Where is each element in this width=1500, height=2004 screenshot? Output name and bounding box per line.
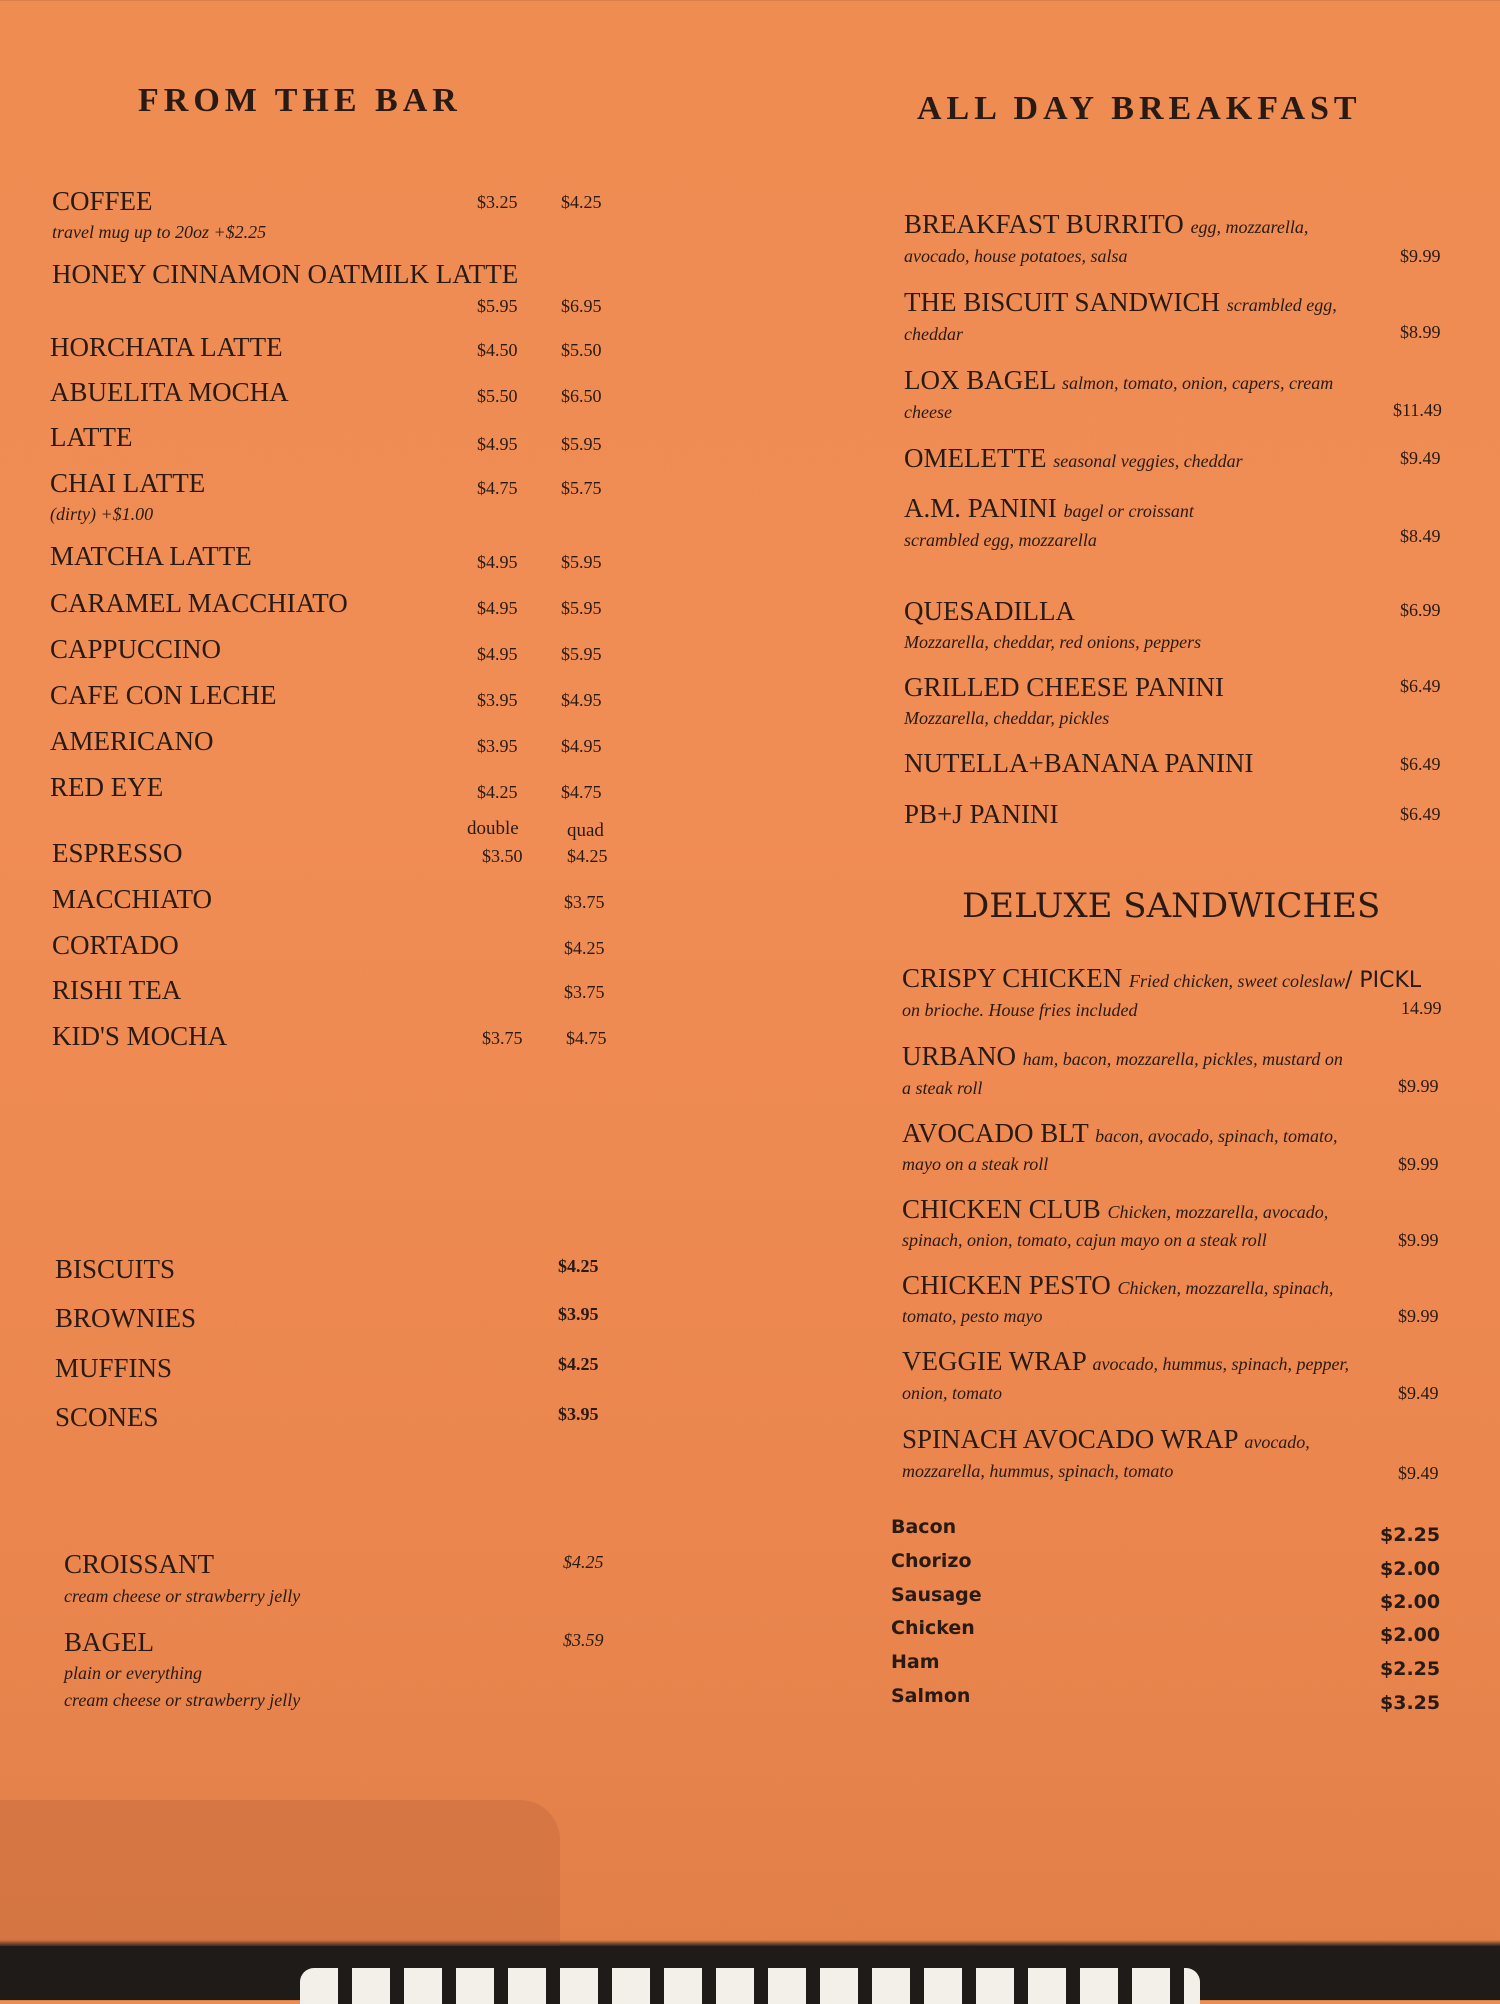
- deluxe-item-desc: avocado, hummus, spinach, pepper,: [1092, 1354, 1349, 1374]
- breakfast-item-burrito: BREAKFAST BURRITO: [904, 209, 1184, 239]
- quad-label: quad: [567, 820, 604, 841]
- breakfast-item-lox-bagel: LOX BAGEL: [904, 365, 1056, 395]
- breakfast-item-desc: bagel or croissant: [1063, 501, 1194, 521]
- bar-price-large: $5.75: [561, 478, 602, 498]
- addon-price: $2.00: [1380, 1624, 1441, 1646]
- deluxe-price: $9.99: [1398, 1154, 1439, 1174]
- addon-price: $2.25: [1380, 1658, 1441, 1680]
- bar-price-large: $4.95: [561, 690, 602, 710]
- breakfast-item-desc-2: avocado, house potatoes, salsa: [904, 246, 1128, 266]
- breakfast-item-desc-2: Mozzarella, cheddar, red onions, peppers: [904, 632, 1202, 652]
- deluxe-item-desc: ham, bacon, mozzarella, pickles, mustard on: [1022, 1049, 1343, 1069]
- deluxe-item-desc: bacon, avocado, spinach, tomato,: [1095, 1126, 1338, 1146]
- bar-price-small: $4.95: [477, 644, 518, 664]
- bar-price-large: $4.25: [567, 846, 608, 866]
- bar-price-small: $3.75: [482, 1028, 523, 1048]
- bar-item-rishi-tea: RISHI TEA: [52, 975, 182, 1005]
- deluxe-item-desc-2: spinach, onion, tomato, cajun mayo on a steak roll: [902, 1230, 1267, 1250]
- breakfast-item-desc: egg, mozzarella,: [1190, 217, 1309, 237]
- deluxe-price: $9.99: [1398, 1306, 1439, 1326]
- deluxe-item-chicken-club: CHICKEN CLUB: [902, 1194, 1101, 1224]
- bread-price: $4.25: [563, 1552, 604, 1572]
- background-object: [300, 1968, 1200, 2004]
- bar-item-macchiato: MACCHIATO: [52, 884, 213, 914]
- bar-item-coffee-note: travel mug up to 20oz +$2.25: [52, 222, 267, 242]
- bar-price-small: $4.95: [477, 598, 518, 618]
- breakfast-item-biscuit-sandwich: THE BISCUIT SANDWICH: [904, 287, 1220, 317]
- breakfast-item-nutella: NUTELLA+BANANA PANINI: [904, 748, 1254, 778]
- bar-price-large: $6.95: [561, 296, 602, 316]
- deluxe-item-desc-2: onion, tomato: [902, 1383, 1003, 1403]
- bread-item-bagel-note-2: cream cheese or strawberry jelly: [64, 1690, 301, 1710]
- deluxe-item-spinach-avocado-wrap: SPINACH AVOCADO WRAP: [902, 1424, 1238, 1454]
- breakfast-item-desc: seasonal veggies, cheddar: [1053, 451, 1243, 471]
- breakfast-price: $11.49: [1393, 400, 1442, 420]
- bread-item-croissant: CROISSANT: [64, 1549, 215, 1579]
- breakfast-price: $8.49: [1400, 526, 1441, 546]
- bar-price-large: $5.95: [561, 434, 602, 454]
- deluxe-item-desc: avocado,: [1244, 1432, 1310, 1452]
- deluxe-price: $9.49: [1398, 1383, 1439, 1403]
- bakery-item-brownies: BROWNIES: [55, 1303, 196, 1333]
- bar-price-large: $4.75: [566, 1028, 607, 1048]
- bar-item-cortado: CORTADO: [52, 930, 179, 960]
- deluxe-item-desc: Chicken, mozzarella, avocado,: [1107, 1202, 1329, 1222]
- breakfast-item-desc: scrambled egg,: [1226, 295, 1337, 315]
- deluxe-item-desc: Fried chicken, sweet coleslaw: [1129, 971, 1345, 991]
- bar-item-cappuccino: CAPPUCCINO: [50, 634, 222, 664]
- table-surface: [0, 1946, 1500, 2000]
- addon-item: Chorizo: [891, 1550, 972, 1572]
- deluxe-price: 14.99: [1401, 998, 1442, 1018]
- deluxe-section-title: DELUXE SANDWICHES: [962, 886, 1381, 926]
- bar-price-small: $3.50: [482, 846, 523, 866]
- addon-item: Salmon: [891, 1685, 971, 1707]
- bar-price-small: $4.25: [477, 782, 518, 802]
- bar-price-small: $4.95: [477, 552, 518, 572]
- bar-item-horchata: HORCHATA LATTE: [50, 332, 283, 362]
- deluxe-item-desc-2: mozzarella, hummus, spinach, tomato: [902, 1461, 1174, 1481]
- breakfast-section-title: ALL DAY BREAKFAST: [917, 90, 1362, 127]
- bar-item-chai: CHAI LATTE: [50, 468, 206, 498]
- bakery-item-scones: SCONES: [55, 1402, 159, 1432]
- breakfast-price: $9.99: [1400, 246, 1441, 266]
- bar-item-coffee: COFFEE: [52, 186, 153, 216]
- bar-price-small: $3.95: [477, 690, 518, 710]
- deluxe-item-chicken-pesto: CHICKEN PESTO: [902, 1270, 1111, 1300]
- breakfast-item-desc-2: cheddar: [904, 324, 963, 344]
- breakfast-item-desc: salmon, tomato, onion, capers, cream: [1061, 373, 1334, 393]
- bar-item-red-eye: RED EYE: [50, 772, 164, 802]
- bar-price-small: $4.95: [477, 434, 518, 454]
- bar-item-americano: AMERICANO: [50, 726, 214, 756]
- bar-price-small: $3.25: [477, 192, 518, 212]
- deluxe-item-desc-2: a steak roll: [902, 1078, 983, 1098]
- bakery-price: $4.25: [558, 1354, 599, 1374]
- addon-item: Ham: [891, 1651, 940, 1673]
- bar-price-small: $3.95: [477, 736, 518, 756]
- breakfast-price: $9.49: [1400, 448, 1441, 468]
- bakery-price: $4.25: [558, 1256, 599, 1276]
- bar-price-large: $4.25: [564, 938, 605, 958]
- bar-item-honey-latte: HONEY CINNAMON OATMILK LATTE: [52, 259, 519, 289]
- deluxe-price: $9.49: [1398, 1463, 1439, 1483]
- bar-price-small: $5.50: [477, 386, 518, 406]
- addon-item: Chicken: [891, 1617, 975, 1639]
- addon-price: $3.25: [1380, 1692, 1441, 1714]
- deluxe-item-urbano: URBANO: [902, 1041, 1017, 1071]
- breakfast-price: $6.49: [1400, 804, 1441, 824]
- bar-price-large: $4.95: [561, 736, 602, 756]
- deluxe-item-desc-2: on brioche. House fries included: [902, 1000, 1138, 1020]
- breakfast-item-am-panini: A.M. PANINI: [904, 493, 1057, 523]
- breakfast-item-pbj: PB+J PANINI: [904, 799, 1059, 829]
- bar-price-large: $4.75: [561, 782, 602, 802]
- bar-item-caramel: CARAMEL MACCHIATO: [50, 588, 348, 618]
- bread-item-bagel: BAGEL: [64, 1627, 154, 1657]
- deluxe-item-crispy-chicken: CRISPY CHICKEN: [902, 963, 1123, 993]
- bakery-item-muffins: MUFFINS: [55, 1353, 173, 1383]
- breakfast-item-grilled-cheese: GRILLED CHEESE PANINI: [904, 672, 1224, 702]
- breakfast-price: $6.99: [1400, 600, 1441, 620]
- bread-item-croissant-note: cream cheese or strawberry jelly: [64, 1586, 301, 1606]
- deluxe-item-desc-2: tomato, pesto mayo: [902, 1306, 1043, 1326]
- bar-price-large: $4.25: [561, 192, 602, 212]
- bar-price-large: $5.95: [561, 598, 602, 618]
- handwritten-note: / PICKL: [1344, 968, 1422, 993]
- bar-price-large: $5.50: [561, 340, 602, 360]
- bar-price-large: $3.75: [564, 892, 605, 912]
- addon-item: Bacon: [891, 1516, 957, 1538]
- deluxe-item-avocado-blt: AVOCADO BLT: [902, 1118, 1089, 1148]
- bar-price-large: $5.95: [561, 552, 602, 572]
- bar-item-cafe-con-leche: CAFE CON LECHE: [50, 680, 277, 710]
- bar-item-matcha: MATCHA LATTE: [50, 541, 252, 571]
- deluxe-price: $9.99: [1398, 1230, 1439, 1250]
- bar-section-title: FROM THE BAR: [138, 82, 462, 119]
- breakfast-item-desc-2: cheese: [904, 402, 952, 422]
- bar-price-large: $3.75: [564, 982, 605, 1002]
- bakery-item-biscuits: BISCUITS: [55, 1254, 176, 1284]
- bar-item-kids-mocha: KID'S MOCHA: [52, 1021, 228, 1051]
- bread-item-bagel-note: plain or everything: [64, 1663, 202, 1683]
- bakery-price: $3.95: [558, 1404, 599, 1424]
- breakfast-item-quesadilla: QUESADILLA: [904, 596, 1075, 626]
- page-shadow: [0, 1800, 560, 1950]
- breakfast-price: $6.49: [1400, 676, 1441, 696]
- breakfast-price: $8.99: [1400, 322, 1441, 342]
- double-label: double: [467, 818, 519, 839]
- bar-item-chai-note: (dirty) +$1.00: [50, 504, 154, 524]
- addon-price: $2.00: [1380, 1558, 1441, 1580]
- addon-price: $2.00: [1380, 1591, 1441, 1613]
- bar-price-large: $5.95: [561, 644, 602, 664]
- deluxe-item-desc: Chicken, mozzarella, spinach,: [1117, 1278, 1334, 1298]
- bar-item-latte: LATTE: [50, 422, 133, 452]
- bar-price-large: $6.50: [561, 386, 602, 406]
- bread-price: $3.59: [563, 1630, 604, 1650]
- breakfast-item-desc-2: Mozzarella, cheddar, pickles: [904, 708, 1110, 728]
- deluxe-item-desc-2: mayo on a steak roll: [902, 1154, 1049, 1174]
- bar-price-small: $5.95: [477, 296, 518, 316]
- bar-price-small: $4.50: [477, 340, 518, 360]
- bar-item-abuelita: ABUELITA MOCHA: [50, 377, 289, 407]
- addon-price: $2.25: [1380, 1524, 1441, 1546]
- bar-price-small: $4.75: [477, 478, 518, 498]
- addon-item: Sausage: [891, 1584, 982, 1606]
- breakfast-item-desc-2: scrambled egg, mozzarella: [904, 530, 1097, 550]
- deluxe-price: $9.99: [1398, 1076, 1439, 1096]
- deluxe-item-veggie-wrap: VEGGIE WRAP: [902, 1346, 1086, 1376]
- bakery-price: $3.95: [558, 1304, 599, 1324]
- breakfast-price: $6.49: [1400, 754, 1441, 774]
- bar-item-espresso: ESPRESSO: [52, 838, 183, 868]
- breakfast-item-omelette: OMELETTE: [904, 443, 1047, 473]
